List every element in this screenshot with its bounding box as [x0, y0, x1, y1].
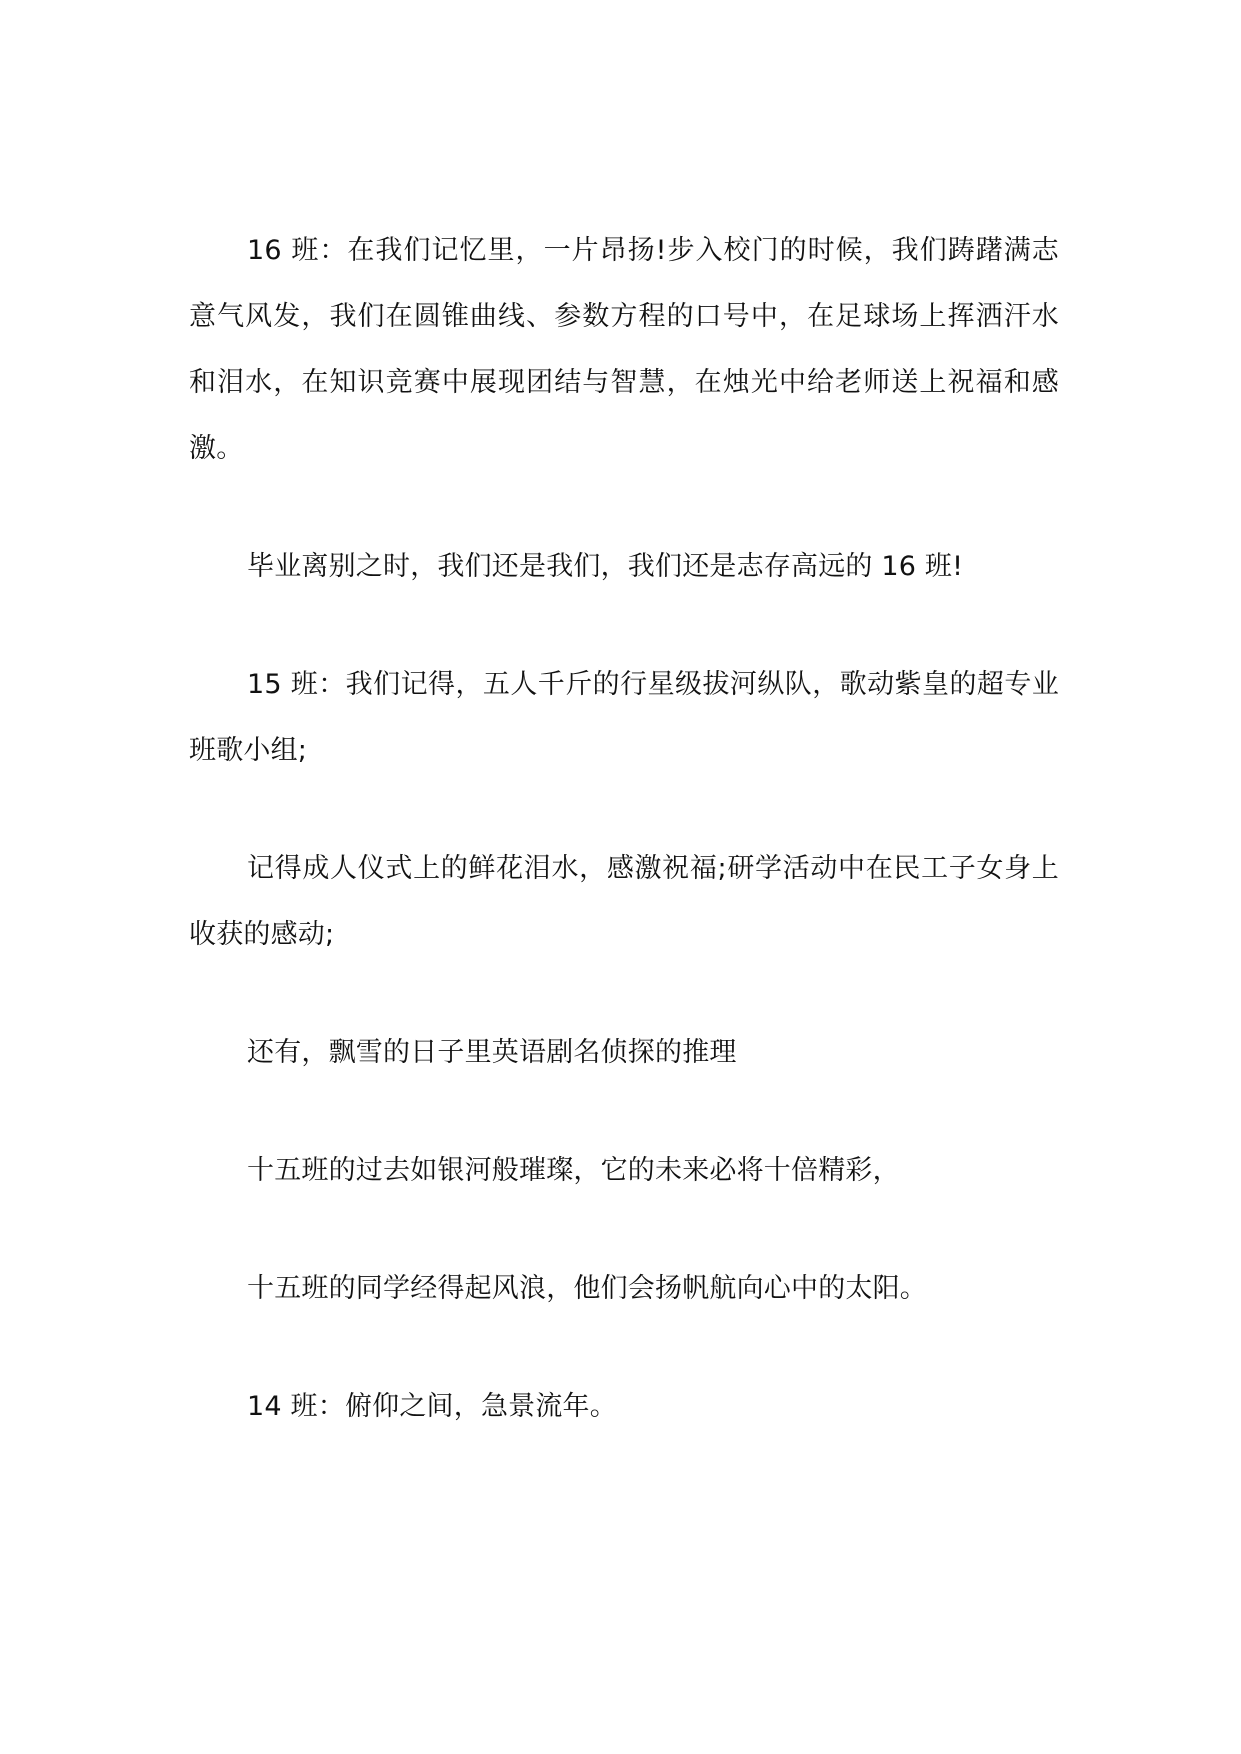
- document-body: [189, 218, 1059, 1492]
- paragraph-class-15-intro: 15 班：我们记得，五人千斤的行星级拔河纵队，歌动紫皇的超专业班歌小组;: [189, 669, 1059, 766]
- paragraph-class-16-memories: 16 班：在我们记忆里，一片昂扬!步入校门的时候，我们踌躇满志意气风发，我们在圆锥曲线、参数方程的口号中，在足球场上挥洒汗水和泪水，在知识竞赛中展现团结与智慧，在烛光中给老师送上祝福和感激。: [189, 235, 1059, 464]
- paragraph-class-15-ceremony: 记得成人仪式上的鲜花泪水，感激祝福;研学活动中在民工子女身上收获的感动;: [189, 853, 1059, 950]
- paragraph-class-16-farewell: 毕业离别之时，我们还是我们，我们还是志存高远的 16 班!: [247, 551, 964, 582]
- paragraph-class-15-past: 十五班的过去如银河般璀璨，它的未来必将十倍精彩，: [247, 1155, 900, 1186]
- paragraph-class-15-future: 十五班的同学经得起风浪，他们会扬帆航向心中的太阳。: [247, 1273, 927, 1304]
- paragraph-class-14-intro: 14 班：俯仰之间，急景流年。: [247, 1391, 617, 1422]
- paragraph-class-15-drama: 还有，飘雪的日子里英语剧名侦探的推理: [247, 1037, 737, 1068]
